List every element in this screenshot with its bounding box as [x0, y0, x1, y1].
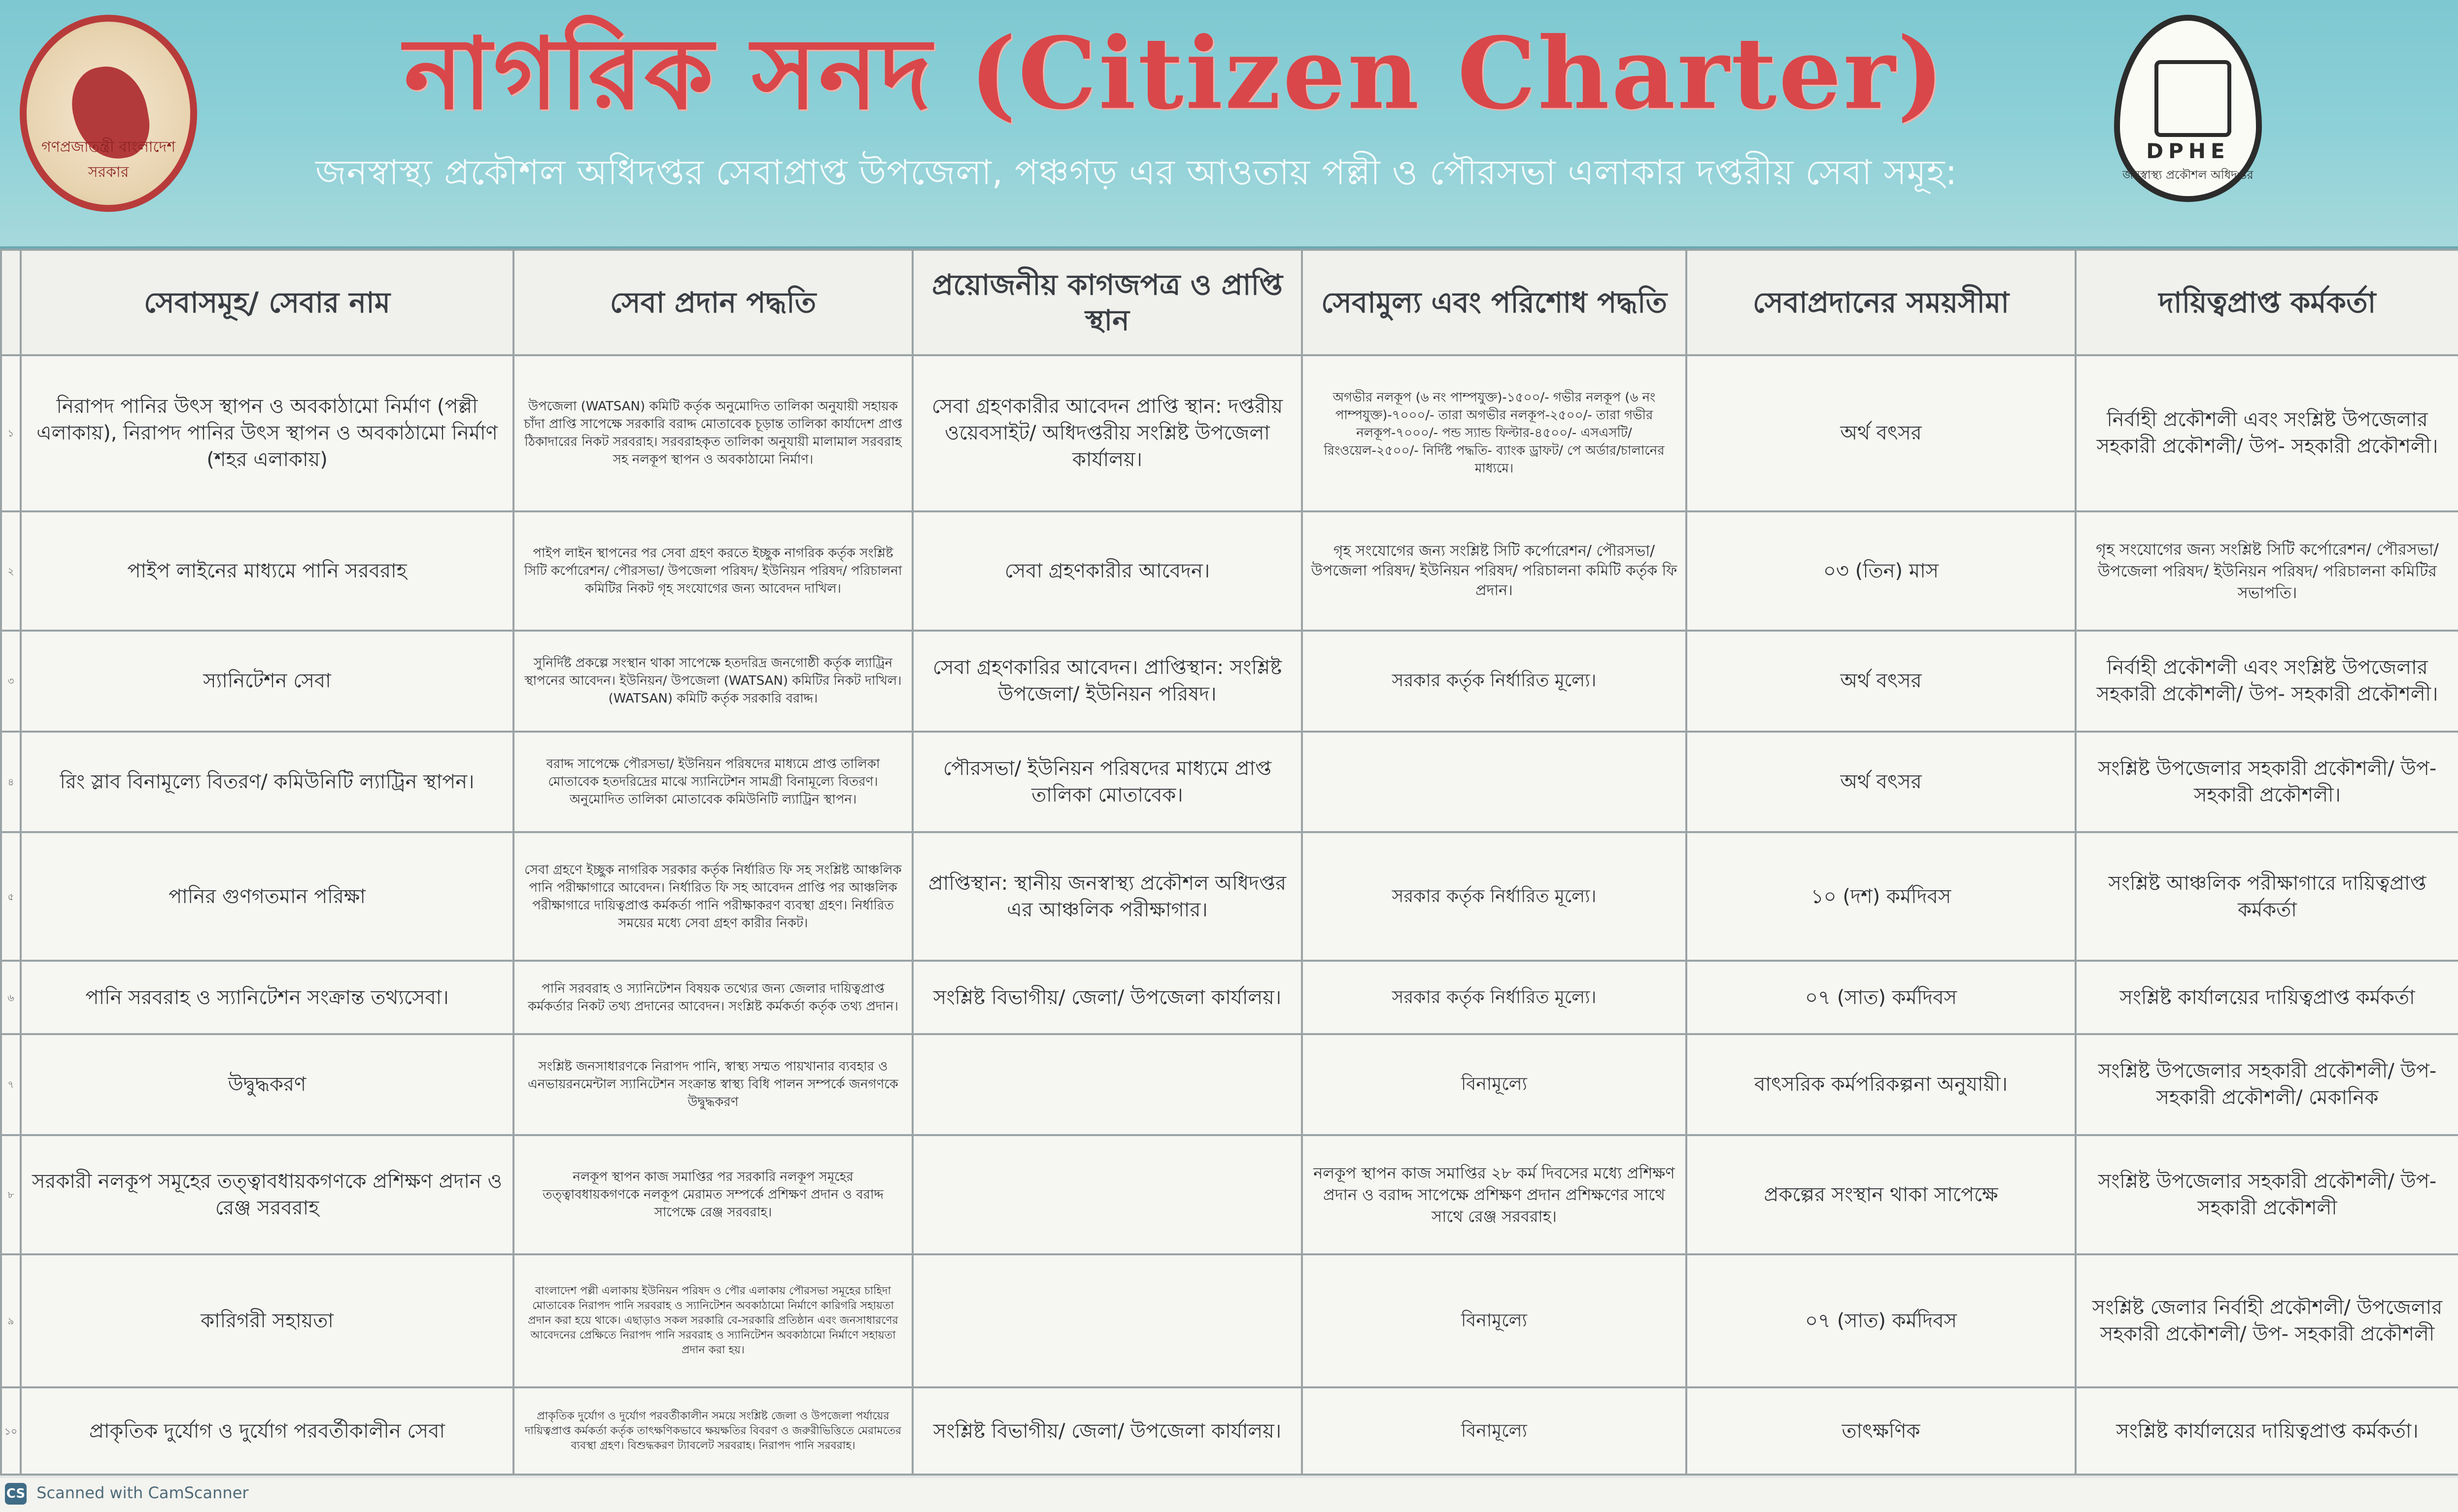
documents-cell: [913, 1254, 1302, 1387]
service-name-cell: রিং স্লাব বিনামূল্যে বিতরণ/ কমিউনিটি ল্যাট্রিন স্থাপন।: [21, 732, 513, 833]
service-method-cell: বাংলাদেশ পল্লী এলাকায় ইউনিয়ন পরিষদ ও পৌর এলাকায় পৌরসভা সমূহের চাহিদা মোতাবেক নিরাপদ পানি সরবরাহ ও স্যানিটেশন অবকাঠামো নির্মাণে কারিগরি সহায়তা প্রদান করা হয়ে থাকে। এছাড়াও সকল সরকারি বে-সরকারি প্রতিষ্ঠান এবং জনসাধারণের আবেদনের প্রেক্ষিতে নিরাপদ পানি সরবরাহ ও স্যানিটেশন অবকাঠামো নির্মাণে সহায়তা প্রদান করা হয়।: [513, 1254, 913, 1387]
time-limit-cell: বাৎসরিক কর্মপরিকল্পনা অনুযায়ী।: [1686, 1034, 2076, 1135]
row-number: ২: [1, 511, 21, 631]
row-number: ৭: [1, 1034, 21, 1135]
time-limit-cell: প্রকল্পের সংস্থান থাকা সাপেক্ষে: [1686, 1135, 2076, 1254]
officer-cell: সংশ্লিষ্ট কার্যালয়ের দায়িত্বপ্রাপ্ত কর্মকর্তা।: [2076, 1387, 2458, 1475]
time-limit-cell: ১০ (দশ) কর্মদিবস: [1686, 832, 2076, 961]
documents-cell: সেবা গ্রহণকারীর আবেদন প্রাপ্তি স্থান: দপ্তরীয় ওয়েবসাইট/ অধিদপ্তরীয় সংশ্লিষ্ট উপজেলা কার্যালয়।: [913, 355, 1302, 511]
officer-cell: নির্বাহী প্রকৌশলী এবং সংশ্লিষ্ট উপজেলার সহকারী প্রকৌশলী/ উপ- সহকারী প্রকৌশলী।: [2076, 631, 2458, 732]
documents-cell: সংশ্লিষ্ট বিভাগীয়/ জেলা/ উপজেলা কার্যালয়।: [913, 961, 1302, 1034]
time-limit-cell: অর্থ বৎসর: [1686, 355, 2076, 511]
officer-cell: সংশ্লিষ্ট আঞ্চলিক পরীক্ষাগারে দায়িত্বপ্রাপ্ত কর্মকর্তা: [2076, 832, 2458, 961]
dphe-logo-text: DPHE: [2146, 139, 2230, 163]
time-limit-cell: অর্থ বৎসর: [1686, 732, 2076, 833]
row-number: ৩: [1, 631, 21, 732]
officer-cell: সংশ্লিষ্ট জেলার নির্বাহী প্রকৌশলী/ উপজেলার সহকারী প্রকৌশলী/ উপ- সহকারী প্রকৌশলী: [2076, 1254, 2458, 1387]
table-row: [1, 1135, 2458, 1254]
documents-cell: প্রাপ্তিস্থান: স্থানীয় জনস্বাস্থ্য প্রকৌশল অধিদপ্তর এর আঞ্চলিক পরীক্ষাগার।: [913, 832, 1302, 961]
table-row: [1, 355, 2458, 511]
table-row: [1, 832, 2458, 961]
column-header-officer: দায়িত্বপ্রাপ্ত কর্মকর্তা: [2076, 250, 2458, 355]
service-method-cell: উপজেলা (WATSAN) কমিটি কর্তৃক অনুমোদিত তালিকা অনুযায়ী সহায়ক চাঁদা প্রাপ্তি সাপেক্ষে সরকারি বরাদ্দ মোতাবেক চূড়ান্ত তালিকা কার্যাদেশ প্রাপ্ত ঠিকাদারের নিকট সরবরাহ। সরবরাহকৃত তালিকা অনুযায়ী মালামাল সরবরাহ সহ নলকূপ স্থাপন ও অবকাঠামো নির্মাণ।: [513, 355, 913, 511]
column-header-number: [1, 250, 21, 355]
service-name-cell: প্রাকৃতিক দুর্যোগ ও দুর্যোগ পরবর্তীকালীন সেবা: [21, 1387, 513, 1475]
charter-table: [0, 249, 2458, 1476]
charter-header: [0, 0, 2458, 250]
service-name-cell: নিরাপদ পানির উৎস স্থাপন ও অবকাঠামো নির্মাণ (পল্লী এলাকায়), নিরাপদ পানির উৎস স্থাপন ও অবকাঠামো নির্মাণ (শহর এলাকায়): [21, 355, 513, 511]
page-subtitle: জনস্বাস্থ্য প্রকৌশল অধিদপ্তর সেবাপ্রাপ্ত উপজেলা, পঞ্চগড় এর আওতায় পল্লী ও পৌরসভা এলাকার দপ্তরীয় সেবা সমূহ:: [315, 152, 1958, 193]
service-method-cell: বরাদ্দ সাপেক্ষে পৌরসভা/ ইউনিয়ন পরিষদের মাধ্যমে প্রাপ্ত তালিকা মোতাবেক হতদরিদ্রের মাঝে স্যানিটেশন সামগ্রী বিনামূল্যে বিতরণ। অনুমোদিত তালিকা মোতাবেক কমিউনিটি ল্যাট্রিন স্থাপন।: [513, 732, 913, 833]
fee-cell: সরকার কর্তৃক নির্ধারিত মূল্যে।: [1302, 832, 1686, 961]
watermark-text: Scanned with CamScanner: [36, 1483, 249, 1502]
column-header-method: সেবা প্রদান পদ্ধতি: [513, 250, 913, 355]
table-row: [1, 732, 2458, 833]
officer-cell: নির্বাহী প্রকৌশলী এবং সংশ্লিষ্ট উপজেলার সহকারী প্রকৌশলী/ উপ- সহকারী প্রকৌশলী।: [2076, 355, 2458, 511]
table-row: [1, 961, 2458, 1034]
documents-cell: সংশ্লিষ্ট বিভাগীয়/ জেলা/ উপজেলা কার্যালয়।: [913, 1387, 1302, 1475]
table-row: [1, 1387, 2458, 1475]
row-number: ৫: [1, 832, 21, 961]
officer-cell: সংশ্লিষ্ট উপজেলার সহকারী প্রকৌশলী/ উপ- সহকারী প্রকৌশলী: [2076, 1135, 2458, 1254]
documents-cell: পৌরসভা/ ইউনিয়ন পরিষদের মাধ্যমে প্রাপ্ত তালিকা মোতাবেক।: [913, 732, 1302, 833]
dphe-emblem-icon: [2154, 60, 2231, 137]
service-name-cell: উদ্বুদ্ধকরণ: [21, 1034, 513, 1135]
service-method-cell: পানি সরবরাহ ও স্যানিটেশন বিষয়ক তথ্যের জন্য জেলার দায়িত্বপ্রাপ্ত কর্মকর্তার নিকট তথ্য প্রদানের আবেদন। সংশ্লিষ্ট কর্মকর্তা কর্তৃক তথ্য প্রদান।: [513, 961, 913, 1034]
table-row: [1, 1254, 2458, 1387]
service-name-cell: সরকারী নলকূপ সমূহের তত্ত্বাবধায়কগণকে প্রশিক্ষণ প্রদান ও রেঞ্জ সরবরাহ: [21, 1135, 513, 1254]
officer-cell: সংশ্লিষ্ট কার্যালয়ের দায়িত্বপ্রাপ্ত কর্মকর্তা: [2076, 961, 2458, 1034]
fee-cell: নলকূপ স্থাপন কাজ সমাপ্তির ২৮ কর্ম দিবসের মধ্যে প্রশিক্ষণ প্রদান ও বরাদ্দ সাপেক্ষে প্রশিক্ষণ প্রদান প্রশিক্ষণের সাথে সাথে রেঞ্জ সরবরাহ।: [1302, 1135, 1686, 1254]
row-number: ১: [1, 355, 21, 511]
dphe-logo-subtext: জনস্বাস্থ্য প্রকৌশল অধিদপ্তর: [2122, 168, 2253, 182]
fee-cell: [1302, 732, 1686, 833]
row-number: ৯: [1, 1254, 21, 1387]
column-header-service: সেবাসমূহ/ সেবার নাম: [21, 250, 513, 355]
documents-cell: সেবা গ্রহণকারির আবেদন। প্রাপ্তিস্থান: সংশ্লিষ্ট উপজেলা/ ইউনিয়ন পরিষদ।: [913, 631, 1302, 732]
page-title: নাগরিক সনদ (Citizen Charter): [404, 16, 1946, 132]
row-number: ১০: [1, 1387, 21, 1475]
fee-cell: বিনামূল্যে: [1302, 1034, 1686, 1135]
row-number: ৪: [1, 732, 21, 833]
time-limit-cell: ০৩ (তিন) মাস: [1686, 511, 2076, 631]
officer-cell: সংশ্লিষ্ট উপজেলার সহকারী প্রকৌশলী/ উপ- সহকারী প্রকৌশলী।: [2076, 732, 2458, 833]
fee-cell: সরকার কর্তৃক নির্ধারিত মূল্যে।: [1302, 631, 1686, 732]
row-number: ৬: [1, 961, 21, 1034]
table-row: [1, 631, 2458, 732]
officer-cell: গৃহ সংযোগের জন্য সংশ্লিষ্ট সিটি কর্পোরেশন/ পৌরসভা/ উপজেলা পরিষদ/ ইউনিয়ন পরিষদ/ পরিচালনা কমিটির সভাপতি।: [2076, 511, 2458, 631]
service-method-cell: প্রাকৃতিক দুর্যোগ ও দুর্যোগ পরবর্তীকালীন সময়ে সংশ্লিষ্ট জেলা ও উপজেলা পর্যায়ের দায়িত্বপ্রাপ্ত কর্মকর্তা কর্তৃক তাৎক্ষণিকভাবে ক্ষয়ক্ষতির বিবরণ ও জরুরীভিত্তিতে মেরামতের ব্যবস্থা গ্রহণ। বিশুদ্ধকরণ ট্যাবলেট সরবরাহ। নিরাপদ পানি সরবরাহ।: [513, 1387, 913, 1475]
camscanner-icon: CS: [5, 1483, 27, 1505]
fee-cell: সরকার কর্তৃক নির্ধারিত মূল্যে।: [1302, 961, 1686, 1034]
seal-caption: গণপ্রজাতন্ত্রী বাংলাদেশ সরকার: [41, 138, 176, 181]
column-header-documents: প্রয়োজনীয় কাগজপত্র ও প্রাপ্তি স্থান: [913, 250, 1302, 355]
fee-cell: বিনামূল্যে: [1302, 1387, 1686, 1475]
documents-cell: [913, 1135, 1302, 1254]
fee-cell: বিনামূল্যে: [1302, 1254, 1686, 1387]
government-seal-logo: [20, 15, 197, 212]
service-method-cell: সুনির্দিষ্ট প্রকল্পে সংস্থান থাকা সাপেক্ষে হতদরিদ্র জনগোষ্ঠী কর্তৃক ল্যাট্রিন স্থাপনের আবেদন। ইউনিয়ন/ উপজেলা (WATSAN) কমিটির নিকট দাখিল। (WATSAN) কমিটি কর্তৃক সরকারি বরাদ্দ।: [513, 631, 913, 732]
service-name-cell: পাইপ লাইনের মাধ্যমে পানি সরবরাহ: [21, 511, 513, 631]
time-limit-cell: তাৎক্ষণিক: [1686, 1387, 2076, 1475]
dphe-logo: [2114, 15, 2262, 202]
time-limit-cell: ০৭ (সাত) কর্মদিবস: [1686, 961, 2076, 1034]
service-name-cell: পানির গুণগতমান পরিক্ষা: [21, 832, 513, 961]
table-header-row: [1, 250, 2458, 355]
service-name-cell: স্যানিটেশন সেবা: [21, 631, 513, 732]
time-limit-cell: অর্থ বৎসর: [1686, 631, 2076, 732]
row-number: ৮: [1, 1135, 21, 1254]
service-method-cell: সংশ্লিষ্ট জনসাধারণকে নিরাপদ পানি, স্বাস্থ্য সম্মত পায়খানার ব্যবহার ও এনভায়রনমেন্টাল স্যানিটেশন সংক্রান্ত স্বাস্থ্য বিধি পালন সম্পর্কে জনগণকে উদ্বুদ্ধকরণ: [513, 1034, 913, 1135]
service-method-cell: পাইপ লাইন স্থাপনের পর সেবা গ্রহণ করতে ইচ্ছুক নাগরিক কর্তৃক সংশ্লিষ্ট সিটি কর্পোরেশন/ পৌরসভা/ উপজেলা পরিষদ/ ইউনিয়ন পরিষদ/ পরিচালনা কমিটির নিকট গৃহ সংযোগের জন্য আবেদন দাখিল।: [513, 511, 913, 631]
column-header-time-limit: সেবাপ্রদানের সময়সীমা: [1686, 250, 2076, 355]
officer-cell: সংশ্লিষ্ট উপজেলার সহকারী প্রকৌশলী/ উপ- সহকারী প্রকৌশলী/ মেকানিক: [2076, 1034, 2458, 1135]
fee-cell: গৃহ সংযোগের জন্য সংশ্লিষ্ট সিটি কর্পোরেশন/ পৌরসভা/ উপজেলা পরিষদ/ ইউনিয়ন পরিষদ/ পরিচালনা কমিটি কর্তৃক ফি প্রদান।: [1302, 511, 1686, 631]
service-method-cell: সেবা গ্রহণে ইচ্ছুক নাগরিক সরকার কর্তৃক নির্ধারিত ফি সহ সংশ্লিষ্ট আঞ্চলিক পানি পরীক্ষাগারে আবেদন। নির্ধারিত ফি সহ আবেদন প্রাপ্তি পর আঞ্চলিক পরীক্ষাগারে দায়িত্বপ্রাপ্ত কর্মকর্তা পানি পরীক্ষাকরণ ব্যবস্থা গ্রহণ। নির্ধারিত সময়ের মধ্যে সেবা গ্রহণ কারীর নিকট।: [513, 832, 913, 961]
service-method-cell: নলকূপ স্থাপন কাজ সমাপ্তির পর সরকারি নলকূপ সমূহের তত্ত্বাবধায়কগণকে নলকূপ মেরামত সম্পর্কে প্রশিক্ষণ প্রদান ও বরাদ্দ সাপেক্ষে রেঞ্জ সরবরাহ।: [513, 1135, 913, 1254]
service-name-cell: পানি সরবরাহ ও স্যানিটেশন সংক্রান্ত তথ্যসেবা।: [21, 961, 513, 1034]
column-header-fee: সেবামুল্য এবং পরিশোধ পদ্ধতি: [1302, 250, 1686, 355]
time-limit-cell: ০৭ (সাত) কর্মদিবস: [1686, 1254, 2076, 1387]
documents-cell: সেবা গ্রহণকারীর আবেদন।: [913, 511, 1302, 631]
service-name-cell: কারিগরী সহায়তা: [21, 1254, 513, 1387]
fee-cell: অগভীর নলকূপ (৬ নং পাম্পযুক্ত)-১৫০০/- গভীর নলকূপ (৬ নং পাম্পযুক্ত)-৭০০০/- তারা অগভীর নলকূপ-২৫০০/- তারা গভীর নলকূপ-৭০০০/- পন্ড স্যান্ড ফিল্টার-৪৫০০/- এসএসটি/ রিংওয়েল-২৫০০/- নির্দিষ্ট পদ্ধতি- ব্যাংক ড্রাফট/ পে অর্ডার/চালানের মাধ্যমে।: [1302, 355, 1686, 511]
table-row: [1, 1034, 2458, 1135]
scanner-watermark: [5, 1480, 249, 1505]
documents-cell: [913, 1034, 1302, 1135]
table-row: [1, 511, 2458, 631]
